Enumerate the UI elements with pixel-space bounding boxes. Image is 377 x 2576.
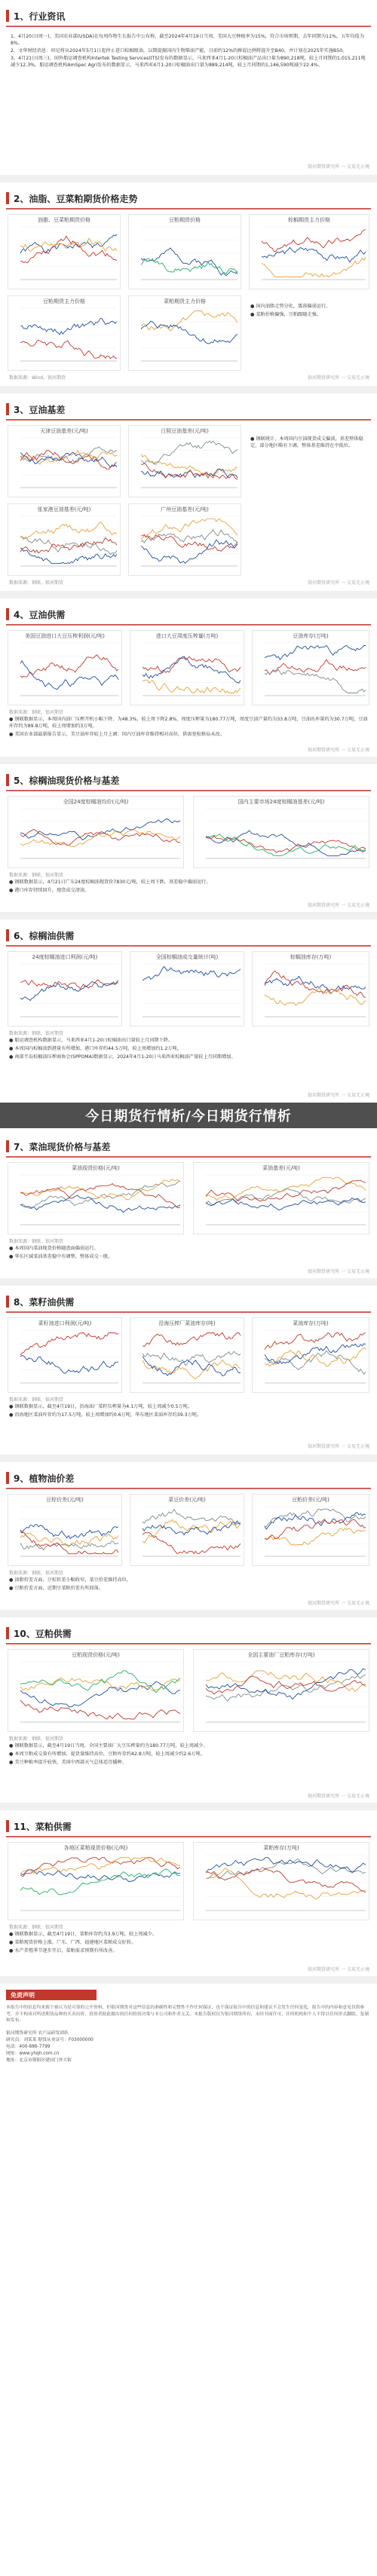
section-marker <box>6 1140 9 1152</box>
bullet-list <box>9 1742 368 1767</box>
section-marker <box>6 403 9 415</box>
section-palm-basis <box>0 764 377 912</box>
section-header <box>6 1468 371 1488</box>
section-palm-supply <box>0 919 377 1102</box>
news-item: 1、4月20日(周一)，美国农业部(USDA)在每周作物生长报告中公布称，截至2024年4月19日当周，美国大豆种植率为15%，符合市场预期，去年同期为11%，五年均值为8%。 <box>11 34 365 46</box>
chart-plot <box>10 513 120 574</box>
contact-info <box>6 2030 371 2064</box>
series-line <box>20 537 117 552</box>
series-line <box>265 1348 366 1366</box>
footer-tag: 银河期货研究所 一 交易无止境 <box>308 1601 369 1606</box>
series-line <box>206 1676 366 1694</box>
section-marker <box>6 608 9 620</box>
series-line <box>262 257 366 277</box>
section-divider <box>0 1610 377 1617</box>
series-line <box>20 1531 118 1554</box>
bullet-item: ● 菜粕价格偏强，豆粕跟随走强。 <box>250 312 321 317</box>
section-title: 7、菜油现货价格与基差 <box>14 1141 111 1152</box>
chart-plot <box>10 640 121 703</box>
series-line <box>265 976 366 993</box>
footer-tag: 银河期货研究所 一 交易无止境 <box>308 375 369 381</box>
footer-tag: 银河期货研究所 一 交易无止境 <box>308 748 369 753</box>
chart-plot <box>132 640 244 703</box>
disclaimer-heading: 免责声明 <box>6 1990 97 2000</box>
series-line <box>20 1700 180 1719</box>
section-marker <box>6 1472 9 1484</box>
chart-plot <box>251 224 369 287</box>
footer-tag: 银河期货研究所 一 交易无止境 <box>308 903 369 908</box>
series-line <box>20 1333 118 1356</box>
bullet-item: ● 钢联数据显示，截至4月19日，菜粕库存约为3.9万吨，较上周减少。 <box>9 1932 158 1937</box>
bullet-list <box>9 1931 368 1956</box>
chart-title: 菜油库存(万吨) <box>293 1320 329 1326</box>
chart-card <box>193 1649 369 1732</box>
chart-title: 24度棕榈油进口利润(元/吨) <box>32 954 98 960</box>
chart-plot <box>130 305 241 369</box>
bullet-list <box>250 303 371 320</box>
series-line <box>20 1870 180 1882</box>
section-rule <box>6 1643 371 1644</box>
disclaimer <box>6 1990 371 2140</box>
section-header <box>6 1292 371 1311</box>
chart-plot <box>254 961 369 1024</box>
bullet-item: ● 钢联数据显示，本周国内油厂压榨开机小幅下降，为48.3%，较上周下降2.8%，周度压榨量为180.77万吨，周度豆油产量约为33.8万吨，豆油出库量约为30.7万吨，豆油库存约为89.8万吨，较上周增加约3万吨。 <box>9 717 368 729</box>
section-header <box>6 188 371 208</box>
bullet-item: ● 沿海地区菜油库存约为17.5万吨，较上周增加约0.6万吨，华东地区菜油库存约39.3万吨。 <box>9 1412 202 1418</box>
bullet-item: ● 美豆种植率提升较快，美国中西部天气总体适宜播种。 <box>9 1760 127 1765</box>
bullet-item: ● 菜粕现货价格上涨，广东、广西、福建地区菜粕成交好转。 <box>9 1940 136 1945</box>
watermark-banner: 今日期货行情析/今日期货行情析 <box>0 1103 377 1128</box>
chart-plot <box>10 1172 183 1232</box>
chart-plot <box>10 1852 183 1918</box>
series-line <box>20 655 118 678</box>
section-title: 1、行业资讯 <box>14 11 66 22</box>
section-divider <box>0 912 377 919</box>
chart-title: 棕榈期货主力价格 <box>288 217 330 223</box>
series-line <box>20 1195 180 1213</box>
contact-line: 网址：www.yhqh.com.cn <box>6 2051 60 2056</box>
section-marker <box>6 1627 9 1639</box>
chart-card <box>8 503 121 576</box>
series-line <box>20 522 117 539</box>
chart-title: 天津豆油基差(元/吨) <box>40 428 88 434</box>
section-rule <box>6 624 371 626</box>
chart-plot <box>132 1327 244 1390</box>
bullet-item: ● 豆粕价差方面，近期豆菜粕价差有所回落。 <box>9 1586 103 1591</box>
section-soyoil-basis <box>0 393 377 591</box>
news-item: 2、文华财经消息：印尼将从2024年5月1日起停止进口棕榈原油，以期提振国内生物柴油产能，目前约12%的掺混比例将提升至B40，并计划在2025年实施B50。 <box>11 48 348 54</box>
series-line <box>265 1333 366 1350</box>
chart-card <box>8 630 122 705</box>
series-line <box>143 1510 241 1525</box>
section-header <box>6 1816 371 1836</box>
series-line <box>141 441 238 464</box>
section-divider <box>0 1803 377 1810</box>
data-source: 数据来源：钢联、银河期货 <box>9 1397 64 1403</box>
chart-card <box>8 1162 184 1234</box>
chart-title: 油脂、豆菜粕期货价格 <box>38 217 90 223</box>
series-line <box>141 454 238 476</box>
bullet-item: ● 本周国内菜油现货价格随盘面偏弱运行。 <box>9 1246 99 1251</box>
chart-card <box>130 1317 244 1393</box>
section-rule <box>6 945 371 947</box>
series-line <box>265 1528 366 1546</box>
chart-title: 菜油基差(元/吨) <box>262 1165 300 1171</box>
series-line <box>143 967 241 981</box>
section-futures-prices <box>0 182 377 386</box>
series-line <box>206 834 366 856</box>
section-rule <box>6 790 371 791</box>
section-soymeal-supply <box>0 1617 377 1803</box>
section-marker <box>6 929 9 941</box>
series-line <box>20 1858 180 1874</box>
footer-tag: 银河期货研究所 一 交易无止境 <box>308 1444 369 1449</box>
bullet-item: ● 本周国内棕榈油到港量有所增加，港口库存约44.5万吨，较上周增加约1.2万吨。 <box>9 1046 182 1051</box>
section-rule <box>6 1836 371 1837</box>
footer-tag: 银河期货研究所 一 交易无止境 <box>308 1269 369 1274</box>
section-title: 6、棕榈油供需 <box>14 930 75 941</box>
chart-title: 菜豆价差(元/吨) <box>168 1497 206 1503</box>
section-title: 11、菜粕供需 <box>14 1821 72 1832</box>
chart-card <box>252 630 369 705</box>
chart-card <box>8 1649 184 1732</box>
data-source: 数据来源：钢联、银河期货 <box>9 710 64 715</box>
chart-plot <box>10 435 120 495</box>
bullet-item: ● 南部半岛棕榈油压榨商协会(SPPOMA)数据显示，2024年4月1-20日马来西亚棕榈油产量较上月同期增加。 <box>9 1054 236 1060</box>
section-header <box>6 1137 371 1156</box>
chart-card <box>193 1162 369 1234</box>
chart-plot <box>130 224 241 287</box>
section-marker <box>6 774 9 786</box>
bullet-item: ● 港口库存持续回升，现货成交清淡。 <box>9 888 90 893</box>
bullet-list <box>9 879 368 895</box>
section-title: 8、菜籽油供需 <box>14 1296 75 1308</box>
chart-title: 各地区菜粕现货价格(元/吨) <box>63 1845 128 1851</box>
series-line <box>20 661 118 690</box>
chart-title: 棕榈油库存(万吨) <box>290 954 332 960</box>
chart-plot <box>10 961 121 1024</box>
chart-title: 菜粕期货主力价格 <box>164 298 206 304</box>
data-source: 数据来源：钢联、银河期货 <box>9 580 64 586</box>
chart-card <box>8 1494 122 1566</box>
series-line <box>206 1671 366 1691</box>
section-divider <box>0 1976 377 1984</box>
series-line <box>206 1189 366 1205</box>
chart-card <box>8 796 184 868</box>
chart-card <box>128 295 241 371</box>
chart-card <box>193 1842 369 1920</box>
chart-plot <box>10 305 120 369</box>
section-header <box>6 770 371 790</box>
bullet-list <box>9 1577 368 1593</box>
section-marker <box>6 1296 9 1308</box>
chart-plot <box>254 1504 369 1564</box>
contact-line: 银河期货研究所 农产品研发团队 <box>6 2030 69 2036</box>
chart-plot <box>130 513 241 574</box>
chart-title: 豆粕价差(元/吨) <box>292 1497 329 1503</box>
chart-card <box>249 214 369 289</box>
section-soyoil-supply <box>0 598 377 757</box>
chart-title: 张家港豆油基差(元/吨) <box>37 506 91 512</box>
footer-tag: 银河期货研究所 一 交易无止境 <box>308 1794 369 1799</box>
chart-plot <box>132 961 244 1024</box>
section-header <box>6 6 371 26</box>
chart-title: 菜粕库存(万吨) <box>263 1845 299 1851</box>
chart-card <box>8 1842 184 1920</box>
section-header <box>6 399 371 419</box>
chart-card <box>252 951 369 1026</box>
section-divider <box>0 386 377 393</box>
contact-line: 研究员：刘某某 期货从业证号：F03000000 <box>6 2037 93 2042</box>
disclaimer-body: 本报告中的信息均来源于被认为是可靠的公开资料，但银河期货对这些信息的准确性和完整性不作任何保证，也不保证报告中的信息和建议不会发生任何变化。报告中的内容和意见仅供参考，并不构成对所述期货品种的买卖出价，投资者据此做出的任何投资决策与本公司和作者无关。本报告版权仅为银河期货所有，未经书面许可，任何机构和个人不得以任何形式翻版、复制和发布。 <box>6 2005 369 2023</box>
bullet-list <box>250 436 371 451</box>
section-title: 3、豆油基差 <box>14 404 66 415</box>
chart-plot <box>10 1327 121 1390</box>
series-line <box>141 259 238 274</box>
series-line <box>20 340 117 358</box>
chart-card <box>130 951 244 1026</box>
bullet-item: ● 华东区域菜油基差稳中有调整，整体成交一般。 <box>9 1254 113 1259</box>
section-rule <box>6 1488 371 1489</box>
series-line <box>20 548 117 564</box>
section-rule <box>6 419 371 421</box>
chart-card <box>8 214 121 289</box>
chart-title: 国内主要市场24度棕榈油基差(元/吨) <box>238 799 325 805</box>
section-title: 4、豆油供需 <box>14 609 66 620</box>
chart-title: 进口大豆周度压榨量(万吨) <box>155 633 219 639</box>
section-divider <box>0 1455 377 1462</box>
section-rule <box>6 208 371 210</box>
bullet-list <box>9 716 368 739</box>
series-line <box>141 248 238 276</box>
chart-plot <box>195 1172 369 1232</box>
chart-card <box>8 295 121 371</box>
series-line <box>143 680 241 693</box>
bullet-item: ● 油脂价差方面，豆棕价差小幅收窄，菜豆价差维持高位。 <box>9 1577 132 1583</box>
chart-plot <box>132 1504 244 1564</box>
section-rule <box>6 1156 371 1158</box>
chart-title: 全国24度棕榈油均价(元/吨) <box>63 799 129 805</box>
series-line <box>141 311 238 332</box>
chart-title: 豆棕价差(元/吨) <box>46 1497 84 1503</box>
section-divider <box>0 591 377 598</box>
bullet-item: ● 国内油脂走势分化，震荡偏弱运行。 <box>250 304 331 309</box>
series-line <box>206 1669 366 1699</box>
chart-card <box>128 425 241 497</box>
data-source: 数据来源：钢联、银河期货 <box>9 1925 64 1930</box>
bullet-item: ● 钢联数据显示，4月21日广东24度棕榈油现货价7830元/吨，较上周下跌，基差稳中偏弱运行。 <box>9 880 211 885</box>
section-title: 10、豆粕供需 <box>14 1628 72 1639</box>
section-header <box>6 925 371 945</box>
section-header <box>6 1623 371 1643</box>
series-line <box>206 1868 366 1892</box>
chart-title: 豆粕现货价格(元/吨) <box>72 1652 120 1658</box>
bullet-item: ● 钢联数据显示，截至4月19日当周，全国主要油厂大豆压榨量约为180.77万吨，较上周减少。 <box>9 1743 208 1748</box>
chart-card <box>252 1494 369 1566</box>
data-source: 数据来源：钢联、银河期货 <box>9 1031 64 1036</box>
chart-card <box>130 1494 244 1566</box>
chart-title: 豆油库存(万吨) <box>293 633 329 639</box>
section-marker <box>6 1820 9 1832</box>
chart-title: 豆粕期货主力价格 <box>43 298 85 304</box>
chart-plot <box>195 806 369 866</box>
contact-line: 地址：北京市朝阳区建国门外大街 <box>6 2057 72 2063</box>
chart-title: 广州豆油基差(元/吨) <box>161 506 209 512</box>
series-line <box>20 318 117 335</box>
section-divider <box>0 757 377 764</box>
news-item: 3、4月21日(周三)，国外船运调查机构Intertek Testing Services(ITS)发布的数据显示，马来西亚4月1-20日棕榈油产品出口量为890,218吨，较上月同期的1,015,211吨减少12.3%。船运调查机构AmSpec Agri发布的数据显示，马来西亚4月1-20日棕榈油出口量为889,214吨，较上月同期的1,146,590吨减少22.4%。 <box>11 56 366 68</box>
bullet-item: ● 船运调查机构数据显示，马来西亚4月1-20日棕榈油出口量较上月同期下降。 <box>9 1038 173 1043</box>
bullet-item: ● 钢联数据显示，截至4月19日，沿海油厂菜籽压榨量为4.1万吨，较上周减少0.5万吨。 <box>9 1404 193 1409</box>
section-spreads <box>0 1462 377 1610</box>
chart-title: 全国棕榈油成交量统计(吨) <box>155 954 219 960</box>
chart-title: 菜油现货价格(元/吨) <box>72 1165 120 1171</box>
bullet-item: ● 本周豆粕成交量有所增加，提货量维持高位，豆粕库存约42.8万吨，较上周减少约2.6万吨。 <box>9 1751 205 1757</box>
section-title: 9、植物油价差 <box>14 1473 75 1484</box>
section-divider <box>0 1278 377 1286</box>
bullet-list <box>9 1037 368 1062</box>
data-source: 数据来源：钢联、银河期货 <box>9 1571 64 1576</box>
series-line <box>143 1360 241 1378</box>
chart-card <box>128 214 241 289</box>
section-title: 5、棕榈油现货价格与基差 <box>14 775 120 786</box>
footer-tag: 银河期货研究所 一 交易无止境 <box>308 1093 369 1098</box>
chart-title: 沿海压榨厂菜油库存(吨) <box>158 1320 216 1326</box>
chart-plot <box>10 806 183 866</box>
data-source: 数据来源：Wind、银河期货 <box>9 375 66 381</box>
chart-title: 美国豆油进口大豆压榨利润(元/吨) <box>25 633 105 639</box>
chart-plot <box>254 1327 369 1390</box>
footer-tag: 银河期货研究所 一 交易无止境 <box>308 1967 369 1972</box>
series-line <box>265 669 366 693</box>
series-line <box>20 1678 180 1690</box>
series-line <box>265 1513 366 1529</box>
bullet-list <box>9 1403 368 1420</box>
chart-card <box>130 630 244 705</box>
section-rule <box>6 1311 371 1313</box>
chart-title: 全国主要油厂豆粕库存(万吨) <box>247 1652 315 1658</box>
series-line <box>20 1681 180 1707</box>
series-line <box>265 646 366 660</box>
chart-plot <box>195 1852 369 1918</box>
series-line <box>141 519 238 539</box>
data-source: 数据来源：钢联、银河期货 <box>9 1736 64 1742</box>
chart-plot <box>195 1659 369 1730</box>
chart-title: 菜籽油进口利润(元/吨) <box>38 1320 92 1326</box>
bullet-item: ● 钢联统计，本周国内豆油现货成交偏淡，基差整体稳定，部分地区略有下调，整体基差维持在中低位。 <box>250 436 363 448</box>
series-line <box>143 1333 241 1347</box>
section-divider <box>0 175 377 182</box>
section-rule <box>6 26 371 27</box>
chart-title: 豆粕期货价格 <box>169 217 201 223</box>
chart-card <box>8 1317 122 1393</box>
chart-card <box>128 503 241 576</box>
section-rapeoil-supply <box>0 1286 377 1455</box>
data-source: 数据来源：钢联、银河期货 <box>9 873 64 878</box>
section-marker <box>6 192 9 204</box>
chart-plot <box>130 435 241 495</box>
footer-tag: 银河期货研究所 一 交易无止境 <box>308 164 369 170</box>
section-rapeoil-basis <box>0 1130 377 1278</box>
series-line <box>143 1357 241 1376</box>
chart-plot <box>10 1504 121 1564</box>
chart-plot <box>10 1659 183 1730</box>
section-title: 2、油脂、豆菜粕期货价格走势 <box>14 193 138 204</box>
news-list <box>11 33 366 69</box>
bullet-item: ● 美国农业部最新报告显示，美豆油库存较上月上调；国内豆油库存维持相对高位，供需宽松格局未改。 <box>9 732 225 737</box>
series-line <box>265 971 366 997</box>
series-line <box>141 534 238 551</box>
section-marker <box>6 10 9 22</box>
data-source: 数据来源：钢联、银河期货 <box>9 1239 64 1244</box>
chart-card <box>252 1317 369 1393</box>
series-line <box>20 1355 118 1373</box>
section-header <box>6 604 371 624</box>
section-rapemeal-supply <box>0 1810 377 1976</box>
chart-title: 日照豆油基差(元/吨) <box>161 428 209 434</box>
series-line <box>262 230 366 252</box>
series-line <box>143 656 241 683</box>
chart-card <box>8 951 122 1026</box>
chart-plot <box>10 224 120 287</box>
series-line <box>141 321 238 344</box>
series-line <box>265 1351 366 1374</box>
section-industry-news <box>0 0 377 175</box>
chart-plot <box>254 640 369 703</box>
chart-card <box>8 425 121 497</box>
contact-line: 电话：400-886-7799 <box>6 2044 51 2049</box>
bullet-list <box>9 1245 368 1262</box>
bullet-item: ● 水产养殖季节逐步开启，菜粕需求预期有所改善。 <box>9 1948 118 1953</box>
series-line <box>141 530 238 544</box>
footer-tag: 银河期货研究所 一 交易无止境 <box>308 580 369 586</box>
series-line <box>143 1532 241 1553</box>
chart-card <box>193 796 369 868</box>
